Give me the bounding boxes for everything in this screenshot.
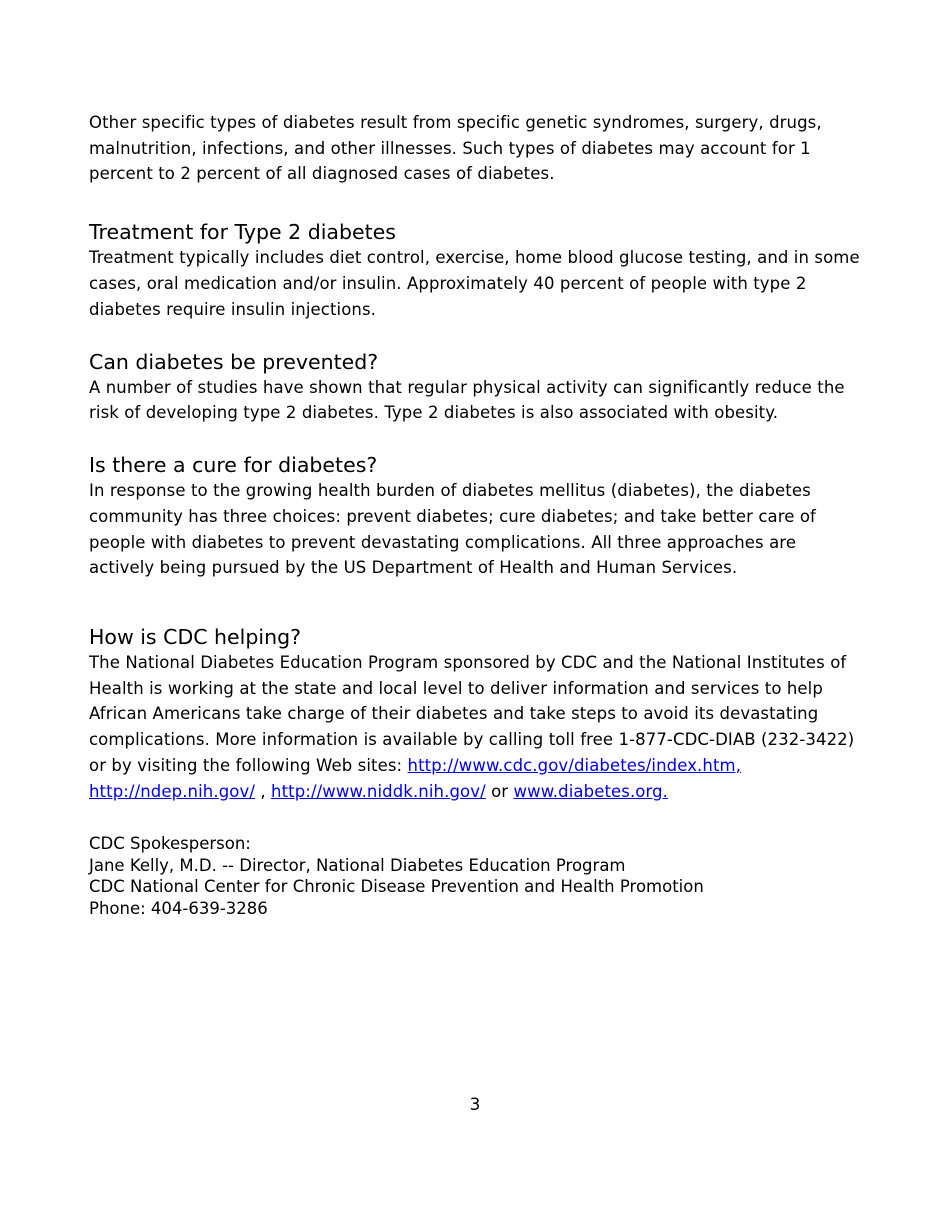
spokesperson-block [89,833,864,919]
cure-heading: Is there a cure for diabetes? [89,453,378,478]
cdc-paragraph-text: The National Diabetes Education Program sponsored by CDC and the National Institutes of Health is working at the state and local level to deliver information and services to help African Americans take charge of their diabetes and take steps to avoid its devastating complications. More information is available by calling toll free 1-877-CDC-DIAB (232-3422) or by visiting the following Web sites: [89,653,855,775]
treatment-paragraph: Treatment typically includes diet control, exercise, home blood glucose testing, and in some cases, oral medication and/or insulin. Approximately 40 percent of people with type 2 diabetes require insulin injections. [89,248,860,319]
spokesperson-org: CDC National Center for Chronic Disease Prevention and Health Promotion [89,877,704,897]
spokesperson-phone: Phone: 404-639-3286 [89,898,268,918]
link-separator-or: or [485,781,514,801]
cdc-diabetes-link[interactable]: http://www.cdc.gov/diabetes/index.htm, [407,755,742,775]
page-number: 3 [469,1095,481,1115]
spokesperson-name: Jane Kelly, M.D. -- Director, National Diabetes Education Program [89,855,626,875]
ndep-link[interactable]: http://ndep.nih.gov/ [89,781,255,801]
link-separator-comma: , [255,781,272,801]
prevention-heading: Can diabetes be prevented? [89,350,379,375]
cure-paragraph: In response to the growing health burden of diabetes mellitus (diabetes), the diabetes community has three choices: prevent diabetes; cure diabetes; and take better care of people with diabetes to prevent devastating complications. All three approaches are actively being pursued by the US Department of Health and Human Services. [89,481,816,578]
treatment-heading: Treatment for Type 2 diabetes [89,220,396,245]
prevention-paragraph: A number of studies have shown that regular physical activity can significantly reduce the risk of developing type 2 diabetes. Type 2 diabetes is also associated with obesity. [89,378,845,423]
intro-paragraph: Other specific types of diabetes result from specific genetic syndromes, surgery, drugs, malnutrition, infections, and other illnesses. Such types of diabetes may account for 1 percent to 2 percent of all diagnosed cases of diabetes. [89,113,822,184]
cdc-heading: How is CDC helping? [89,625,301,650]
document-content [89,110,864,919]
spokesperson-label: CDC Spokesperson: [89,834,251,854]
diabetes-org-link[interactable]: www.diabetes.org. [513,781,669,801]
niddk-link[interactable]: http://www.niddk.nih.gov/ [271,781,486,801]
cdc-paragraph [89,650,864,804]
